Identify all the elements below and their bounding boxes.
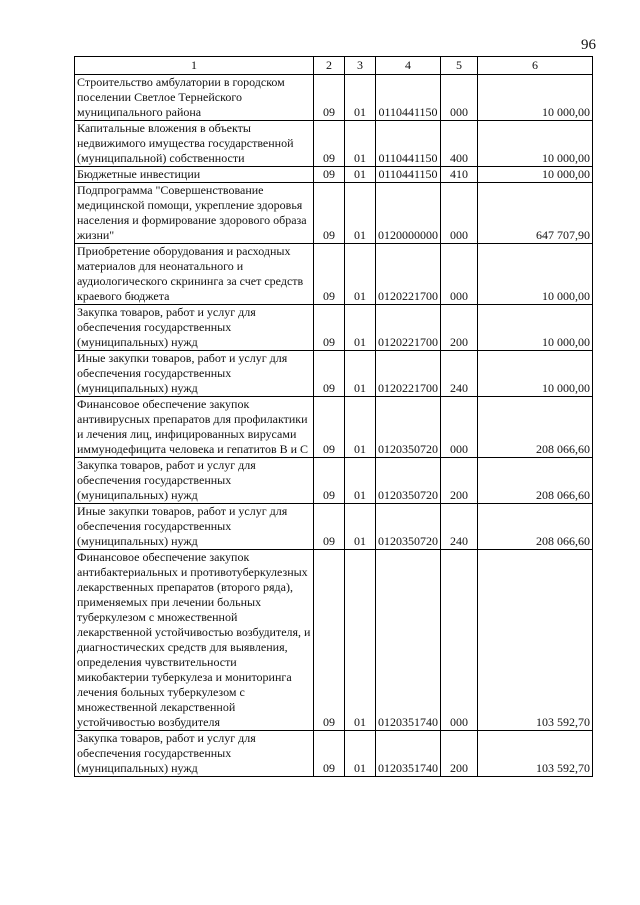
row-description: Строительство амбулатории в городском поселении Светлое Тернейского муниципального района [75,75,314,121]
expense-type-code: 200 [441,305,478,351]
expense-type-code: 200 [441,458,478,504]
expense-type-code: 000 [441,550,478,731]
budget-table [74,56,593,777]
section-code: 09 [314,397,345,458]
target-article-code: 0120351740 [376,731,441,777]
expense-type-code: 000 [441,397,478,458]
subsection-code: 01 [345,731,376,777]
subsection-code: 01 [345,504,376,550]
subsection-code: 01 [345,351,376,397]
expense-type-code: 240 [441,504,478,550]
row-description: Подпрограмма "Совершенствование медицинской помощи, укрепление здоровья населения и формирование здорового образа жизни" [75,183,314,244]
expense-type-code: 000 [441,183,478,244]
amount: 10 000,00 [478,121,593,167]
section-code: 09 [314,351,345,397]
page-number: 96 [581,37,596,53]
target-article-code: 0120221700 [376,244,441,305]
section-code: 09 [314,75,345,121]
amount: 208 066,60 [478,458,593,504]
amount: 208 066,60 [478,397,593,458]
expense-type-code: 240 [441,351,478,397]
target-article-code: 0110441150 [376,121,441,167]
row-description: Иные закупки товаров, работ и услуг для обеспечения государственных (муниципальных) нужд [75,504,314,550]
subsection-code: 01 [345,167,376,183]
section-code: 09 [314,550,345,731]
table-row [75,504,593,550]
amount: 10 000,00 [478,167,593,183]
target-article-code: 0120000000 [376,183,441,244]
target-article-code: 0120221700 [376,351,441,397]
row-description: Закупка товаров, работ и услуг для обеспечения государственных (муниципальных) нужд [75,458,314,504]
table-row [75,183,593,244]
subsection-code: 01 [345,458,376,504]
amount: 10 000,00 [478,244,593,305]
column-header: 6 [478,57,593,75]
table-row [75,731,593,777]
section-code: 09 [314,458,345,504]
table-row [75,458,593,504]
target-article-code: 0110441150 [376,167,441,183]
column-header: 4 [376,57,441,75]
amount: 10 000,00 [478,351,593,397]
table-row [75,305,593,351]
target-article-code: 0120350720 [376,458,441,504]
amount: 103 592,70 [478,550,593,731]
section-code: 09 [314,121,345,167]
table-row [75,244,593,305]
amount: 208 066,60 [478,504,593,550]
section-code: 09 [314,244,345,305]
row-description: Закупка товаров, работ и услуг для обеспечения государственных (муниципальных) нужд [75,305,314,351]
column-header: 3 [345,57,376,75]
target-article-code: 0120350720 [376,504,441,550]
expense-type-code: 200 [441,731,478,777]
row-description: Финансовое обеспечение закупок антибактериальных и противотуберкулезных лекарственных препаратов (второго ряда), применяемых при лечении больных туберкулезом с множественной лекарственной устойчивостью возбудителя, и диагностических средств для выявления, определения чувствительности микобактерии туберкулеза и мониторинга лечения больных туберкулезом с множественной лекарственной устойчивостью возбудителя [75,550,314,731]
expense-type-code: 000 [441,244,478,305]
table-header-row [75,57,593,75]
subsection-code: 01 [345,75,376,121]
column-header: 5 [441,57,478,75]
subsection-code: 01 [345,550,376,731]
table-row [75,75,593,121]
target-article-code: 0120350720 [376,397,441,458]
target-article-code: 0120221700 [376,305,441,351]
target-article-code: 0120351740 [376,550,441,731]
section-code: 09 [314,305,345,351]
row-description: Иные закупки товаров, работ и услуг для обеспечения государственных (муниципальных) нужд [75,351,314,397]
row-description: Финансовое обеспечение закупок антивирусных препаратов для профилактики и лечения лиц, инфицированных вирусами иммунодефицита человека и гепатитов В и С [75,397,314,458]
table-row [75,167,593,183]
amount: 647 707,90 [478,183,593,244]
expense-type-code: 000 [441,75,478,121]
section-code: 09 [314,183,345,244]
row-description: Приобретение оборудования и расходных материалов для неонатального и аудиологического скрининга за счет средств краевого бюджета [75,244,314,305]
table-row [75,550,593,731]
section-code: 09 [314,731,345,777]
section-code: 09 [314,504,345,550]
row-description: Бюджетные инвестиции [75,167,314,183]
subsection-code: 01 [345,305,376,351]
table-row [75,351,593,397]
row-description: Капитальные вложения в объекты недвижимого имущества государственной (муниципальной) собственности [75,121,314,167]
column-header: 1 [75,57,314,75]
target-article-code: 0110441150 [376,75,441,121]
subsection-code: 01 [345,183,376,244]
column-header: 2 [314,57,345,75]
table-row [75,397,593,458]
amount: 10 000,00 [478,305,593,351]
amount: 103 592,70 [478,731,593,777]
subsection-code: 01 [345,121,376,167]
subsection-code: 01 [345,397,376,458]
subsection-code: 01 [345,244,376,305]
row-description: Закупка товаров, работ и услуг для обеспечения государственных (муниципальных) нужд [75,731,314,777]
table-row [75,121,593,167]
expense-type-code: 400 [441,121,478,167]
expense-type-code: 410 [441,167,478,183]
amount: 10 000,00 [478,75,593,121]
section-code: 09 [314,167,345,183]
